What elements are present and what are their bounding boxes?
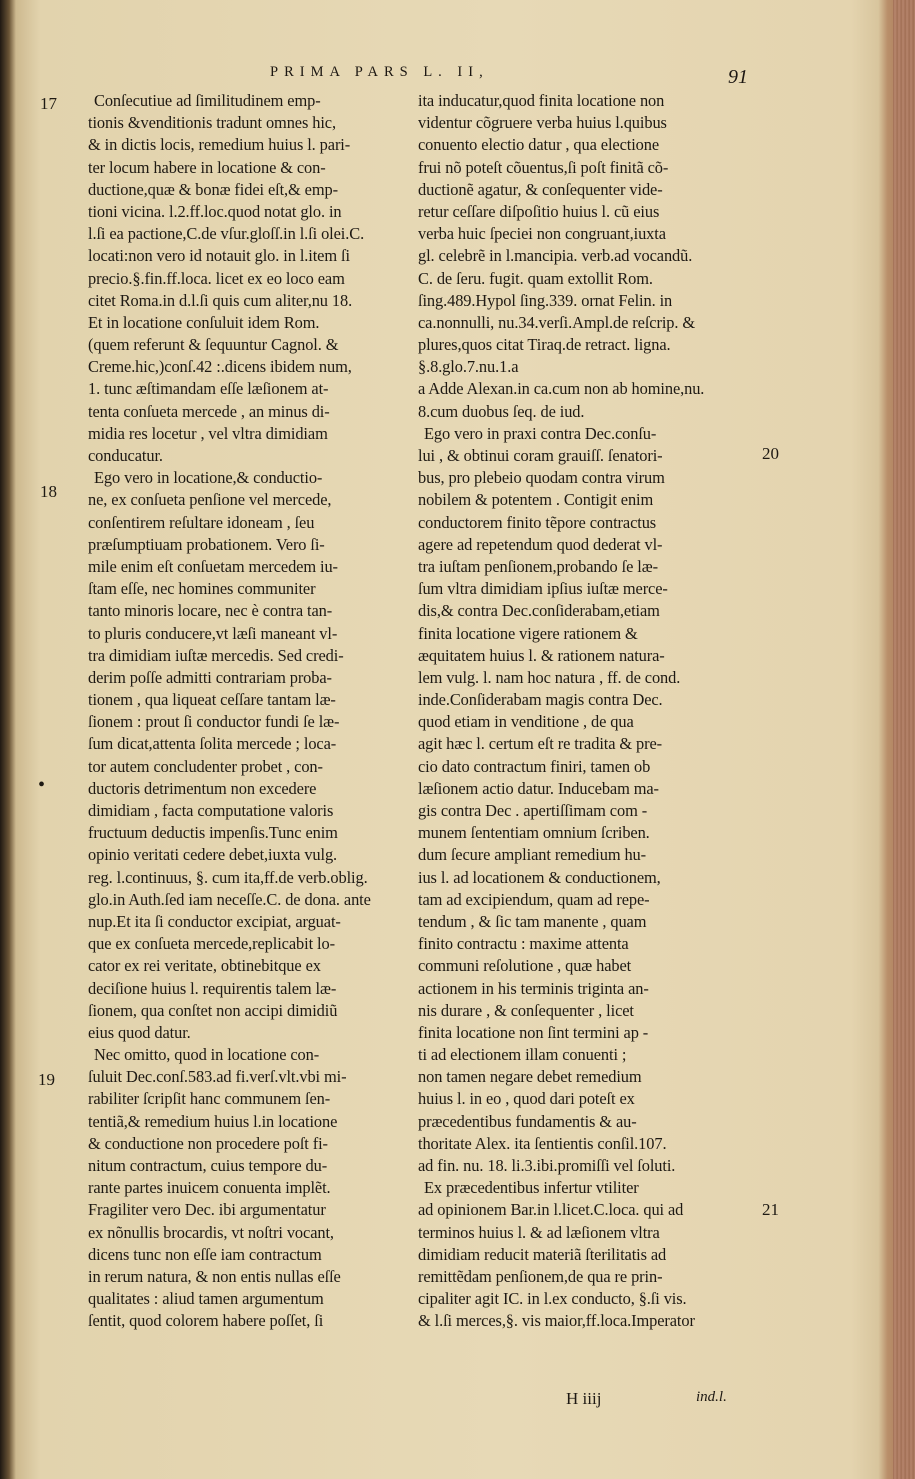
page-number: 91 xyxy=(728,66,748,88)
text-line: frui nõ poteſt cõuentus,ſi poſt finitã cõ- xyxy=(418,157,669,177)
text-line: ad opinionem Bar.in l.licet.C.loca. qui ad xyxy=(418,1200,684,1220)
text-line: tenta conſueta mercede , an minus di- xyxy=(88,401,330,421)
text-line: læſionem actio datur. Inducebam ma- xyxy=(418,778,659,798)
text-line: huius l. in eo , quod dari poteſt ex xyxy=(418,1089,635,1109)
text-line: glo.in Auth.ſed iam neceſſe.C. de dona. ante xyxy=(88,889,371,909)
text-line: (quem referunt & ſequuntur Cagnol. & xyxy=(88,335,339,355)
text-line: præcedentibus fundamentis & au- xyxy=(418,1111,637,1131)
text-line: tam ad excipiendum, quam ad repe- xyxy=(418,889,650,909)
text-line: citet Roma.in d.l.ſi quis cum aliter,nu 18. xyxy=(88,290,353,310)
text-line: gis contra Dec . apertiſſimam com - xyxy=(418,801,648,820)
text-line: cator ex rei veritate, obtinebitque ex xyxy=(88,956,321,976)
text-line: æquitatem huius l. & rationem natura- xyxy=(418,645,665,665)
running-header: PRIMA PARS L. II, xyxy=(270,64,489,80)
text-line: tionem , qua liqueat ceſſare tantam læ- xyxy=(88,690,336,710)
text-line: finita locatione vigere rationem & xyxy=(418,623,638,643)
text-line: conuento electio datur , qua electione xyxy=(418,135,660,155)
text-line: ductoris detrimentum non excedere xyxy=(88,778,317,798)
text-line: ne, ex conſueta penſione vel mercede, xyxy=(88,490,332,510)
text-line: cio dato contractum finiri, tamen ob xyxy=(418,756,651,776)
text-line: retur ceſſare diſpoſitio huius l. cũ eius xyxy=(418,201,660,221)
text-line: ti ad electionem illam conuenti ; xyxy=(418,1045,627,1065)
text-line: 8.cum duobus ſeq. de iud. xyxy=(418,401,585,421)
margin-number-19: 19 xyxy=(38,1070,55,1089)
text-line: cipaliter agit IC. in l.ex conducto, §.ſi vis. xyxy=(418,1289,687,1309)
text-line: thoritate Alex. ita ſentientis conſil.107. xyxy=(418,1133,667,1153)
text-line: ad fin. nu. 18. li.3.ibi.promiſſi vel ſoluti. xyxy=(418,1156,676,1175)
margin-number-20: 20 xyxy=(762,444,779,463)
text-line: l.ſi ea pactione,C.de vſur.gloſſ.in l.ſi olei.C. xyxy=(88,224,365,244)
text-line: munem ſententiam omnium ſcriben. xyxy=(418,823,650,843)
text-line: nitum contractum, cuius tempore du- xyxy=(88,1156,328,1175)
text-line: non tamen negare debet remedium xyxy=(418,1067,642,1087)
text-line: communi reſolutione , quæ habet xyxy=(418,956,632,976)
text-line: mile enim eſt conſuetam mercedem iu- xyxy=(88,556,338,576)
text-line: fructuum deductis impenſis.Tunc enim xyxy=(88,823,338,843)
text-line: Creme.hic,)conſ.42 :.dicens ibidem num, xyxy=(88,357,352,377)
text-line: tentiã,& remedium huius l.in locatione xyxy=(88,1111,338,1131)
text-line: ca.nonnulli, nu.34.verſi.Ampl.de reſcrip. & xyxy=(418,312,696,332)
text-line: præſumptiuam probationem. Vero ſi- xyxy=(88,534,325,554)
text-line: eius quod datur. xyxy=(88,1022,191,1042)
margin-mark: • xyxy=(38,774,46,796)
text-line: bus, pro plebeio quodam contra virum xyxy=(418,468,665,488)
right-column xyxy=(418,90,758,1333)
text-line: plures,quos citat Tiraq.de retract. ligna. xyxy=(418,335,671,355)
text-line: 1. tunc æſtimandam eſſe læſionem at- xyxy=(88,379,329,399)
text-line: ſuluit Dec.conſ.583.ad fi.verſ.vlt.vbi mi- xyxy=(88,1067,347,1087)
text-line: finita locatione non ſint termini ap - xyxy=(418,1022,649,1042)
text-line: terminos huius l. & ad læſionem vltra xyxy=(418,1222,660,1242)
text-line: ſentit, quod colorem habere poſſet, ſi xyxy=(88,1311,324,1331)
text-line: finito contractu : maxime attenta xyxy=(418,934,629,954)
text-line: locati:non vero id notauit glo. in l.item ſi xyxy=(88,246,350,266)
text-line: & conductione non procedere poſt fi- xyxy=(88,1133,328,1153)
text-line: ſum vltra dimidiam ipſius iuſtæ merce- xyxy=(418,579,668,599)
text-line: conſentirem reſultare idoneam , ſeu xyxy=(88,512,315,532)
text-line: Ego vero in locatione,& conductio- xyxy=(94,468,323,488)
text-line: lui , & obtinui coram grauiſſ. ſenatori- xyxy=(418,446,663,465)
text-line: a Adde Alexan.in ca.cum non ab homine,nu. xyxy=(418,379,705,399)
text-line: dicens tunc non eſſe iam contractum xyxy=(88,1244,322,1264)
text-line: rabiliter ſcripſit hanc communem ſen- xyxy=(88,1089,331,1109)
text-line: dum ſecure ampliant remedium hu- xyxy=(418,845,647,865)
text-line: rante partes inuicem conuenta implẽt. xyxy=(88,1178,331,1198)
text-line: lem vulg. l. nam hoc natura , ff. de cond. xyxy=(418,667,681,687)
text-line: ductione,quæ & bonæ fidei eſt,& emp- xyxy=(88,179,338,199)
signature-mark: H iiij xyxy=(566,1389,602,1408)
text-line: & in dictis locis, remedium huius l. pari- xyxy=(88,135,351,155)
text-line: gl. celebrẽ in l.mancipia. verb.ad vocandũ. xyxy=(418,246,693,266)
text-line: in rerum natura, & non entis nullas eſſe xyxy=(88,1266,341,1286)
text-line: Fragiliter vero Dec. ibi argumentatur xyxy=(88,1200,326,1220)
margin-number-18: 18 xyxy=(40,482,57,501)
text-line: Ego vero in praxi contra Dec.conſu- xyxy=(424,423,657,443)
text-line: nup.Et ita ſi conductor excipiat, arguat- xyxy=(88,911,341,931)
text-line: qualitates : aliud tamen argumentum xyxy=(88,1289,324,1309)
text-line: inde.Conſiderabam magis contra Dec. xyxy=(418,690,663,710)
text-line: midia res locetur , vel vltra dimidiam xyxy=(88,423,328,443)
text-line: precio.§.fin.ff.loca. licet ex eo loco eam xyxy=(88,268,345,288)
text-line: tor autem concludenter probet , con- xyxy=(88,756,323,776)
text-line: nobilem & potentem . Contigit enim xyxy=(418,490,654,510)
text-line: tanto minoris locare, nec è contra tan- xyxy=(88,601,333,621)
text-line: que ex conſueta mercede,replicabit lo- xyxy=(88,934,335,954)
text-line: conducatur. xyxy=(88,446,163,465)
text-line: nis durare , & conſequenter , licet xyxy=(418,1000,634,1020)
margin-number-17: 17 xyxy=(40,94,57,113)
text-line: ſionem : prout ſi conductor fundi ſe læ- xyxy=(88,712,340,732)
text-line: Nec omitto, quod in locatione con- xyxy=(94,1045,320,1065)
text-line: & l.ſi merces,§. vis maior,ff.loca.Imperator xyxy=(418,1311,695,1331)
text-line: tioni vicina. l.2.ff.loc.quod notat glo. in xyxy=(88,201,342,221)
catchword: ind.l. xyxy=(696,1389,727,1405)
text-line: ita inducatur,quod finita locatione non xyxy=(418,91,665,110)
text-line: ſtam eſſe, nec homines communiter xyxy=(88,579,316,599)
text-line: remittẽdam penſionem,de qua re prin- xyxy=(418,1266,663,1286)
margin-number-21: 21 xyxy=(762,1200,779,1219)
text-line: tra iuſtam penſionem,probando ſe læ- xyxy=(418,556,658,576)
text-line: deciſione huius l. requirentis talem læ- xyxy=(88,978,337,998)
text-line: dimidiam , facta computatione valoris xyxy=(88,801,334,820)
text-line: to pluris conducere,vt læſi maneant vl- xyxy=(88,623,338,643)
text-line: actionem in his terminis triginta an- xyxy=(418,978,649,998)
text-line: ſum dicat,attenta ſolita mercede ; loca- xyxy=(88,734,337,754)
text-line: agere ad repetendum quod dederat vl- xyxy=(418,534,663,554)
left-column xyxy=(88,90,402,1333)
text-line: tendum , & ſic tam manente , quam xyxy=(418,911,647,931)
text-line: ter locum habere in locatione & con- xyxy=(88,157,326,177)
text-line: ductionẽ agatur, & conſequenter vide- xyxy=(418,179,663,199)
text-line: C. de ſeru. fugit. quam extollit Rom. xyxy=(418,268,653,288)
text-line: ſionem, qua conſtet non accipi dimidiũ xyxy=(88,1000,338,1020)
text-line: derim poſſe admitti contrariam proba- xyxy=(88,667,332,687)
text-line: opinio veritati cedere debet,iuxta vulg. xyxy=(88,845,338,865)
text-line: quod etiam in venditione , de qua xyxy=(418,712,634,732)
text-line: Et in locatione conſuluit idem Rom. xyxy=(88,312,320,332)
text-line: videntur cõgruere verba huius l.quibus xyxy=(418,113,667,133)
text-line: ius l. ad locationem & conductionem, xyxy=(418,867,661,887)
text-line: dimidiam reducit materiã ſterilitatis ad xyxy=(418,1244,667,1264)
text-line: Conſecutiue ad ſimilitudinem emp- xyxy=(94,91,321,110)
text-line: reg. l.continuus, §. cum ita,ff.de verb.oblig. xyxy=(88,867,368,887)
text-line: conductorem finito tẽpore contractus xyxy=(418,512,657,532)
text-line: verba huic ſpeciei non congruant,iuxta xyxy=(418,224,666,244)
text-line: ex nõnullis brocardis, vt noſtri vocant, xyxy=(88,1222,334,1242)
text-line: ſing.489.Hypol ſing.339. ornat Felin. in xyxy=(418,290,673,310)
text-line: tra dimidiam iuſtæ mercedis. Sed credi- xyxy=(88,645,344,665)
text-line: agit hæc l. certum eſt re tradita & pre- xyxy=(418,734,663,754)
text-line: Ex præcedentibus infertur vtiliter xyxy=(424,1178,639,1198)
text-line: tionis &venditionis tradunt omnes hic, xyxy=(88,113,336,133)
text-line: §.8.glo.7.nu.1.a xyxy=(418,357,519,377)
text-line: dis,& contra Dec.conſiderabam,etiam xyxy=(418,601,660,621)
